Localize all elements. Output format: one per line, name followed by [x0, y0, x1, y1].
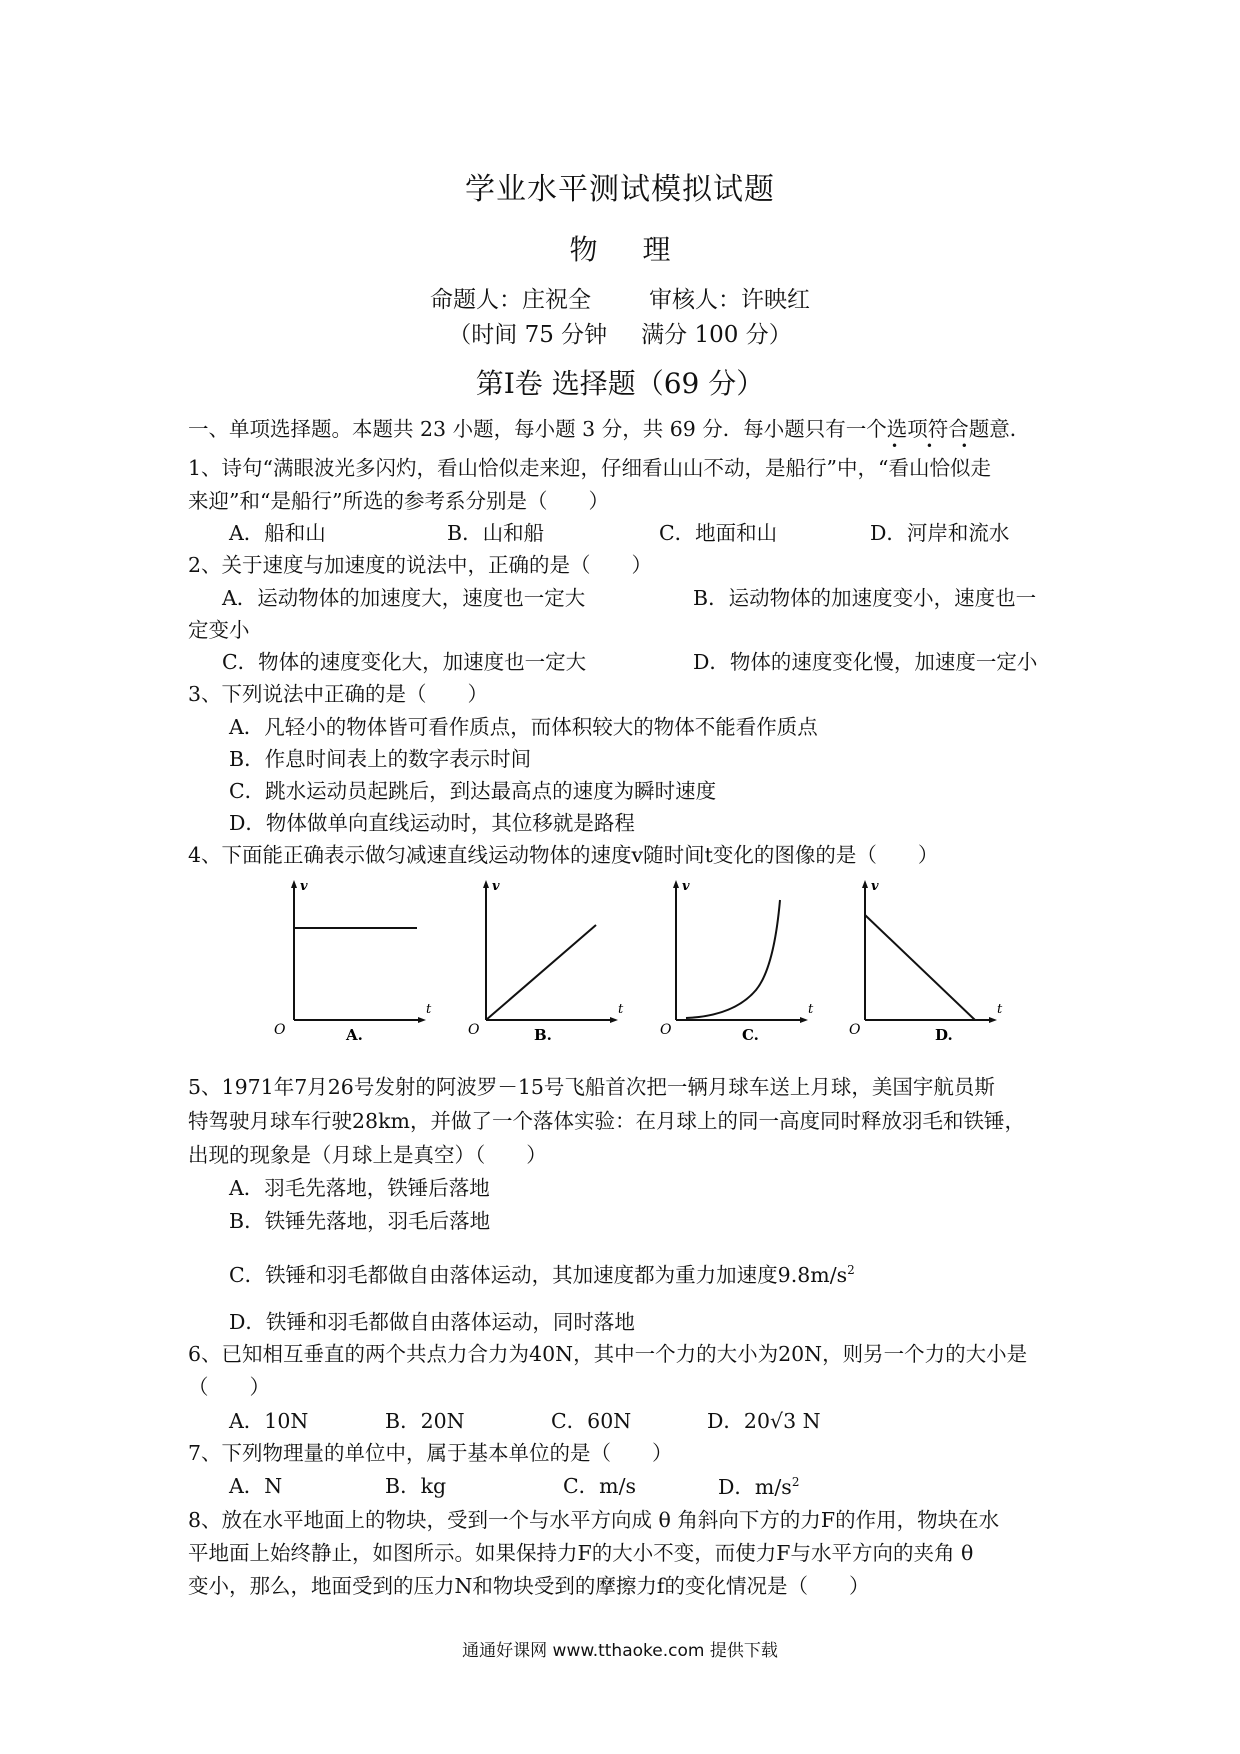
- q7-option-d-sup: 2: [791, 1475, 800, 1489]
- q6-option-a: A．10N: [229, 1409, 309, 1433]
- q3-option-d: D．物体做单向直线运动时，其位移就是路程: [229, 811, 635, 835]
- q8-line1: 8、放在水平地面上的物块，受到一个与水平方向成 θ 角斜向下方的力F的作用，物块在水: [188, 1508, 1000, 1532]
- authors-line: [0, 281, 1240, 314]
- t-label: t: [426, 1002, 432, 1017]
- q7-option-c: C．m/s: [563, 1474, 637, 1498]
- q7-stem: 7、下列物理量的单位中，属于基本单位的是（ ）: [188, 1441, 673, 1465]
- origin-label: O: [274, 1022, 286, 1038]
- q6-line2: （ ）: [188, 1375, 270, 1399]
- q7-option-a: A．N: [229, 1474, 283, 1498]
- t-label: t: [997, 1002, 1003, 1017]
- author: 命题人：庄祝全: [430, 287, 591, 313]
- graph-d-svg: [849, 879, 1003, 1044]
- q2-option-b: B．运动物体的加速度变小，速度也一: [693, 586, 1037, 610]
- instructions: 一、单项选择题。本题共 23 小题，每小题 3 分，共 69 分．每小题只有一个选项符合题意．: [188, 417, 1031, 441]
- t-arrow: [989, 1017, 997, 1023]
- graph-label: D.: [935, 1026, 953, 1044]
- emphasis-dots: • • •: [891, 439, 980, 453]
- v-label: v: [492, 879, 500, 894]
- origin-label: O: [660, 1022, 672, 1038]
- q1-line1: 1、诗句“满眼波光多闪灼，看山恰似走来迎，仔细看山山不动，是船行”中，“看山恰似走: [188, 456, 991, 480]
- q1-option-a: A．船和山: [229, 521, 326, 545]
- v-arrow: [862, 880, 868, 888]
- q3-stem: 3、下列说法中正确的是（ ）: [188, 682, 489, 706]
- t-label: t: [618, 1002, 624, 1017]
- v-label: v: [300, 879, 308, 894]
- q5-line1: 5、1971年7月26号发射的阿波罗－15号飞船首次把一辆月球车送上月球，美国宇航员斯: [188, 1075, 995, 1099]
- graph-curve: [686, 900, 780, 1018]
- footer-credit: 通通好课网 www.tthaoke.com 提供下载: [462, 1641, 778, 1661]
- origin-label: O: [468, 1022, 480, 1038]
- q7-option-d-text: D．m/s: [718, 1474, 792, 1499]
- subject-title: 物 理: [569, 233, 671, 266]
- graph-label: C.: [742, 1026, 759, 1044]
- q1-option-b: B．山和船: [447, 521, 545, 545]
- q6-option-c: C．60N: [551, 1409, 632, 1433]
- q6-option-d: D．20√3 N: [707, 1409, 821, 1433]
- q5-line2: 特驾驶月球车行驶28km，并做了一个落体实验：在月球上的同一高度同时释放羽毛和铁锤，: [188, 1109, 1025, 1133]
- graph-d: [849, 879, 1003, 1044]
- t-label: t: [808, 1002, 814, 1017]
- v-arrow: [291, 880, 297, 888]
- q5-option-a: A．羽毛先落地，铁锤后落地: [229, 1176, 490, 1200]
- q3-option-c: C．跳水运动员起跳后，到达最高点的速度为瞬时速度: [229, 779, 717, 803]
- q5-option-d: D．铁锤和羽毛都做自由落体运动，同时落地: [229, 1310, 635, 1334]
- time-limit: （时间 75 分钟: [448, 322, 608, 348]
- q6-option-b: B．20N: [385, 1409, 465, 1433]
- exam-title: 学业水平测试模拟试题: [465, 172, 775, 207]
- reviewer: 审核人：许映红: [649, 287, 810, 313]
- q1-option-c: C．地面和山: [659, 521, 778, 545]
- graph-label: B.: [534, 1026, 552, 1044]
- t-arrow: [800, 1017, 808, 1023]
- q5-option-c: [229, 1264, 855, 1285]
- q4-stem: 4、下面能正确表示做匀减速直线运动物体的速度v随时间t变化的图像的是（ ）: [188, 843, 939, 867]
- q7-option-d: [718, 1476, 799, 1497]
- t-arrow: [418, 1017, 426, 1023]
- q2-option-c: C．物体的速度变化大，加速度也一定大: [222, 650, 587, 674]
- q3-option-b: B．作息时间表上的数字表示时间: [229, 747, 532, 771]
- time-score-line: [0, 316, 1240, 349]
- graph-line: [865, 915, 975, 1020]
- graph-c: [660, 879, 814, 1044]
- v-label: v: [682, 879, 690, 894]
- q8-line3: 变小，那么，地面受到的压力N和物块受到的摩擦力f的变化情况是（ ）: [188, 1574, 870, 1598]
- q5-option-c-text: C．铁锤和羽毛都做自由落体运动，其加速度都为重力加速度9.8m/s: [229, 1262, 848, 1287]
- q1-line2: 来迎”和“是船行”所选的参考系分别是（ ）: [188, 489, 609, 513]
- graph-a: [274, 879, 432, 1044]
- graph-line: [486, 925, 596, 1020]
- q3-option-a: A．凡轻小的物体皆可看作质点，而体积较大的物体不能看作质点: [229, 715, 818, 739]
- full-score: 满分 100 分）: [641, 322, 792, 348]
- q2-stem: 2、关于速度与加速度的说法中，正确的是（ ）: [188, 553, 653, 577]
- v-arrow: [483, 880, 489, 888]
- q5-line3: 出现的现象是（月球上是真空）（ ）: [188, 1143, 547, 1167]
- q8-line2: 平地面上始终静止，如图所示。如果保持力F的大小不变，而使力F与水平方向的夹角 θ: [188, 1541, 974, 1565]
- q5-option-c-sup: 2: [847, 1263, 855, 1277]
- graph-b-svg: [468, 879, 624, 1044]
- q1-option-d: D．河岸和流水: [870, 521, 1010, 545]
- section-title: 第Ⅰ卷 选择题（69 分）: [475, 367, 765, 400]
- graph-c-svg: [660, 879, 814, 1044]
- v-label: v: [871, 879, 879, 894]
- q6-line1: 6、已知相互垂直的两个共点力合力为40N，其中一个力的大小为20N，则另一个力的大小是: [188, 1342, 1028, 1366]
- t-arrow: [610, 1017, 618, 1023]
- q7-option-b: B．kg: [385, 1474, 447, 1498]
- q2-option-a: A．运动物体的加速度大，速度也一定大: [222, 586, 586, 610]
- q2-option-d: D．物体的速度变化慢，加速度一定小: [693, 650, 1038, 674]
- q5-option-b: B．铁锤先落地，羽毛后落地: [229, 1209, 491, 1233]
- graph-label: A.: [346, 1026, 363, 1044]
- q2-option-b-cont: 定变小: [188, 618, 250, 642]
- origin-label: O: [849, 1022, 861, 1038]
- v-arrow: [673, 880, 679, 888]
- graph-b: [468, 879, 624, 1044]
- graph-a-svg: [274, 879, 432, 1044]
